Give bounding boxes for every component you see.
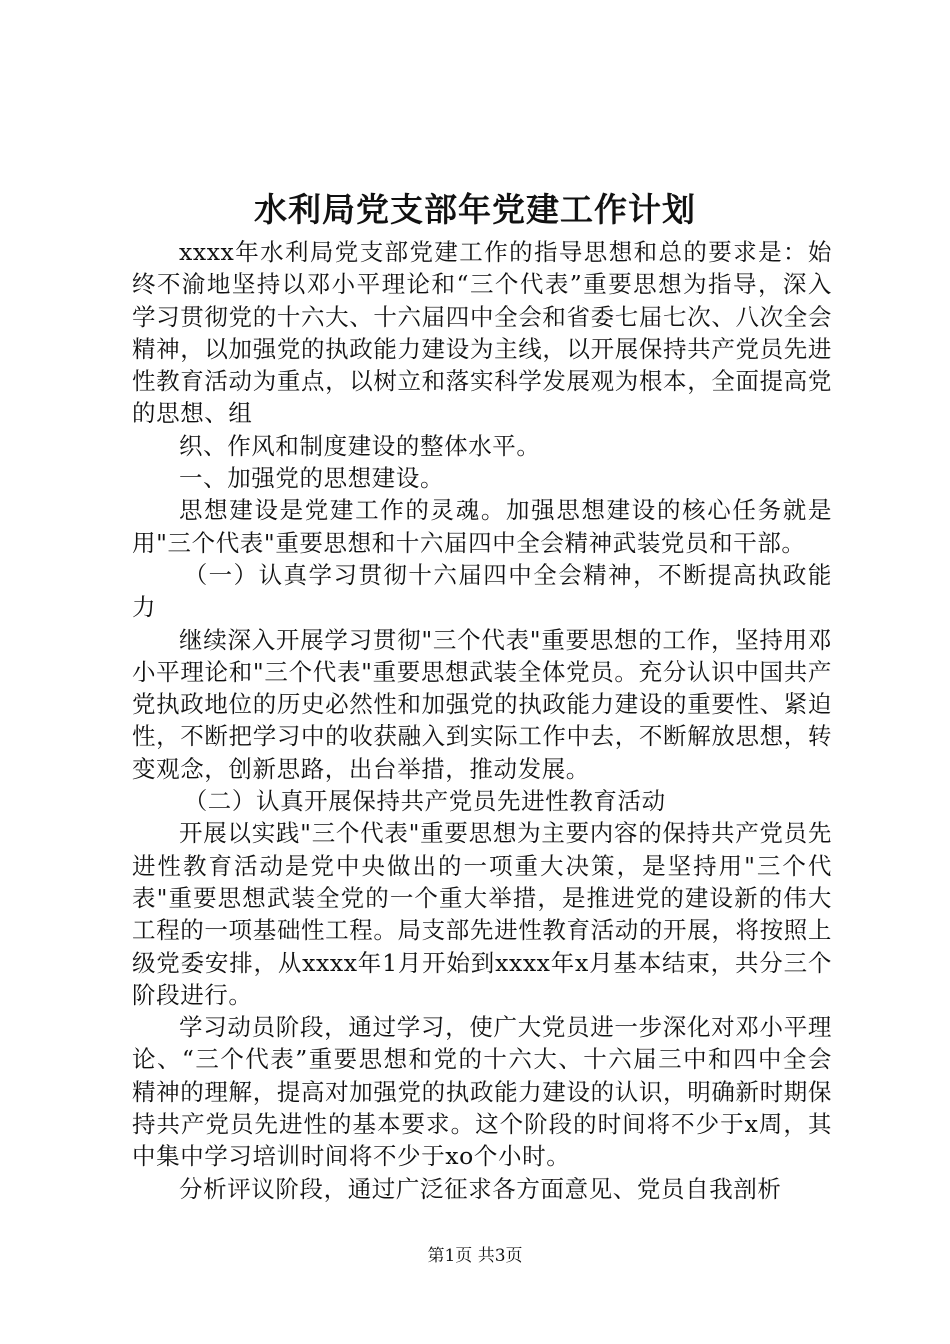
document-title: 水利局党支部年党建工作计划 bbox=[254, 190, 696, 229]
page-footer: 第1页 共3页 bbox=[427, 1246, 523, 1266]
paragraph-study: 继续深入开展学习贯彻"三个代表"重要思想的工作，坚持用邓小平理论和"三个代表"重要思想武装全体党员。充分认识中国共产党执政地位的历史必然性和加强党的执政能力建设的重要性、紧迫性，不断把学习中的收获融入到实际工作中去，不断解放思想，转变观念，创新思路，出台举措，推动发展。 bbox=[132, 625, 832, 783]
document-body bbox=[132, 236, 832, 1205]
paragraph-education: 开展以实践"三个代表"重要思想为主要内容的保持共产党员先进性教育活动是党中央做出的一项重大决策，是坚持用"三个代表"重要思想武装全党的一个重大举措，是推进党的建设新的伟大工程的一项基础性工程。局支部先进性教育活动的开展，将按照上级党委安排，从xxxx年1月开始到xxxx年x月基本结束，共分三个阶段进行。 bbox=[132, 819, 832, 1009]
paragraph-intro-continued: 织、作风和制度建设的整体水平。 bbox=[179, 431, 541, 460]
paragraph-intro: xxxx年水利局党支部党建工作的指导思想和总的要求是：始终不渝地坚持以邓小平理论和“三个代表”重要思想为指导，深入学习贯彻党的十六大、十六届四中全会和省委七届七次、八次全会精神，以加强党的执政能力建设为主线，以开展保持共产党员先进性教育活动为重点，以树立和落实科学发展观为根本，全面提高党的思想、组 bbox=[132, 238, 832, 428]
subsection-heading-2: （二）认真开展保持共产党员先进性教育活动 bbox=[183, 787, 666, 816]
paragraph-evaluation-phase: 分析评议阶段，通过广泛征求各方面意见、党员自我剖析 bbox=[179, 1174, 782, 1203]
section-heading-1: 一、加强党的思想建设。 bbox=[179, 464, 445, 493]
paragraph-ideology: 思想建设是党建工作的灵魂。加强思想建设的核心任务就是用"三个代表"重要思想和十六届四中全会精神武装党员和干部。 bbox=[132, 496, 832, 557]
subsection-heading-1: （一）认真学习贯彻十六届四中全会精神，不断提高执政能力 bbox=[132, 560, 832, 622]
paragraph-study-phase: 学习动员阶段，通过学习，使广大党员进一步深化对邓小平理论、“三个代表”重要思想和党的十六大、十六届三中和四中全会精神的理解，提高对加强党的执政能力建设的认识，明确新时期保持共产党员先进性的基本要求。这个阶段的时间将不少于x周，其中集中学习培训时间将不少于xo个小时。 bbox=[132, 1013, 832, 1171]
